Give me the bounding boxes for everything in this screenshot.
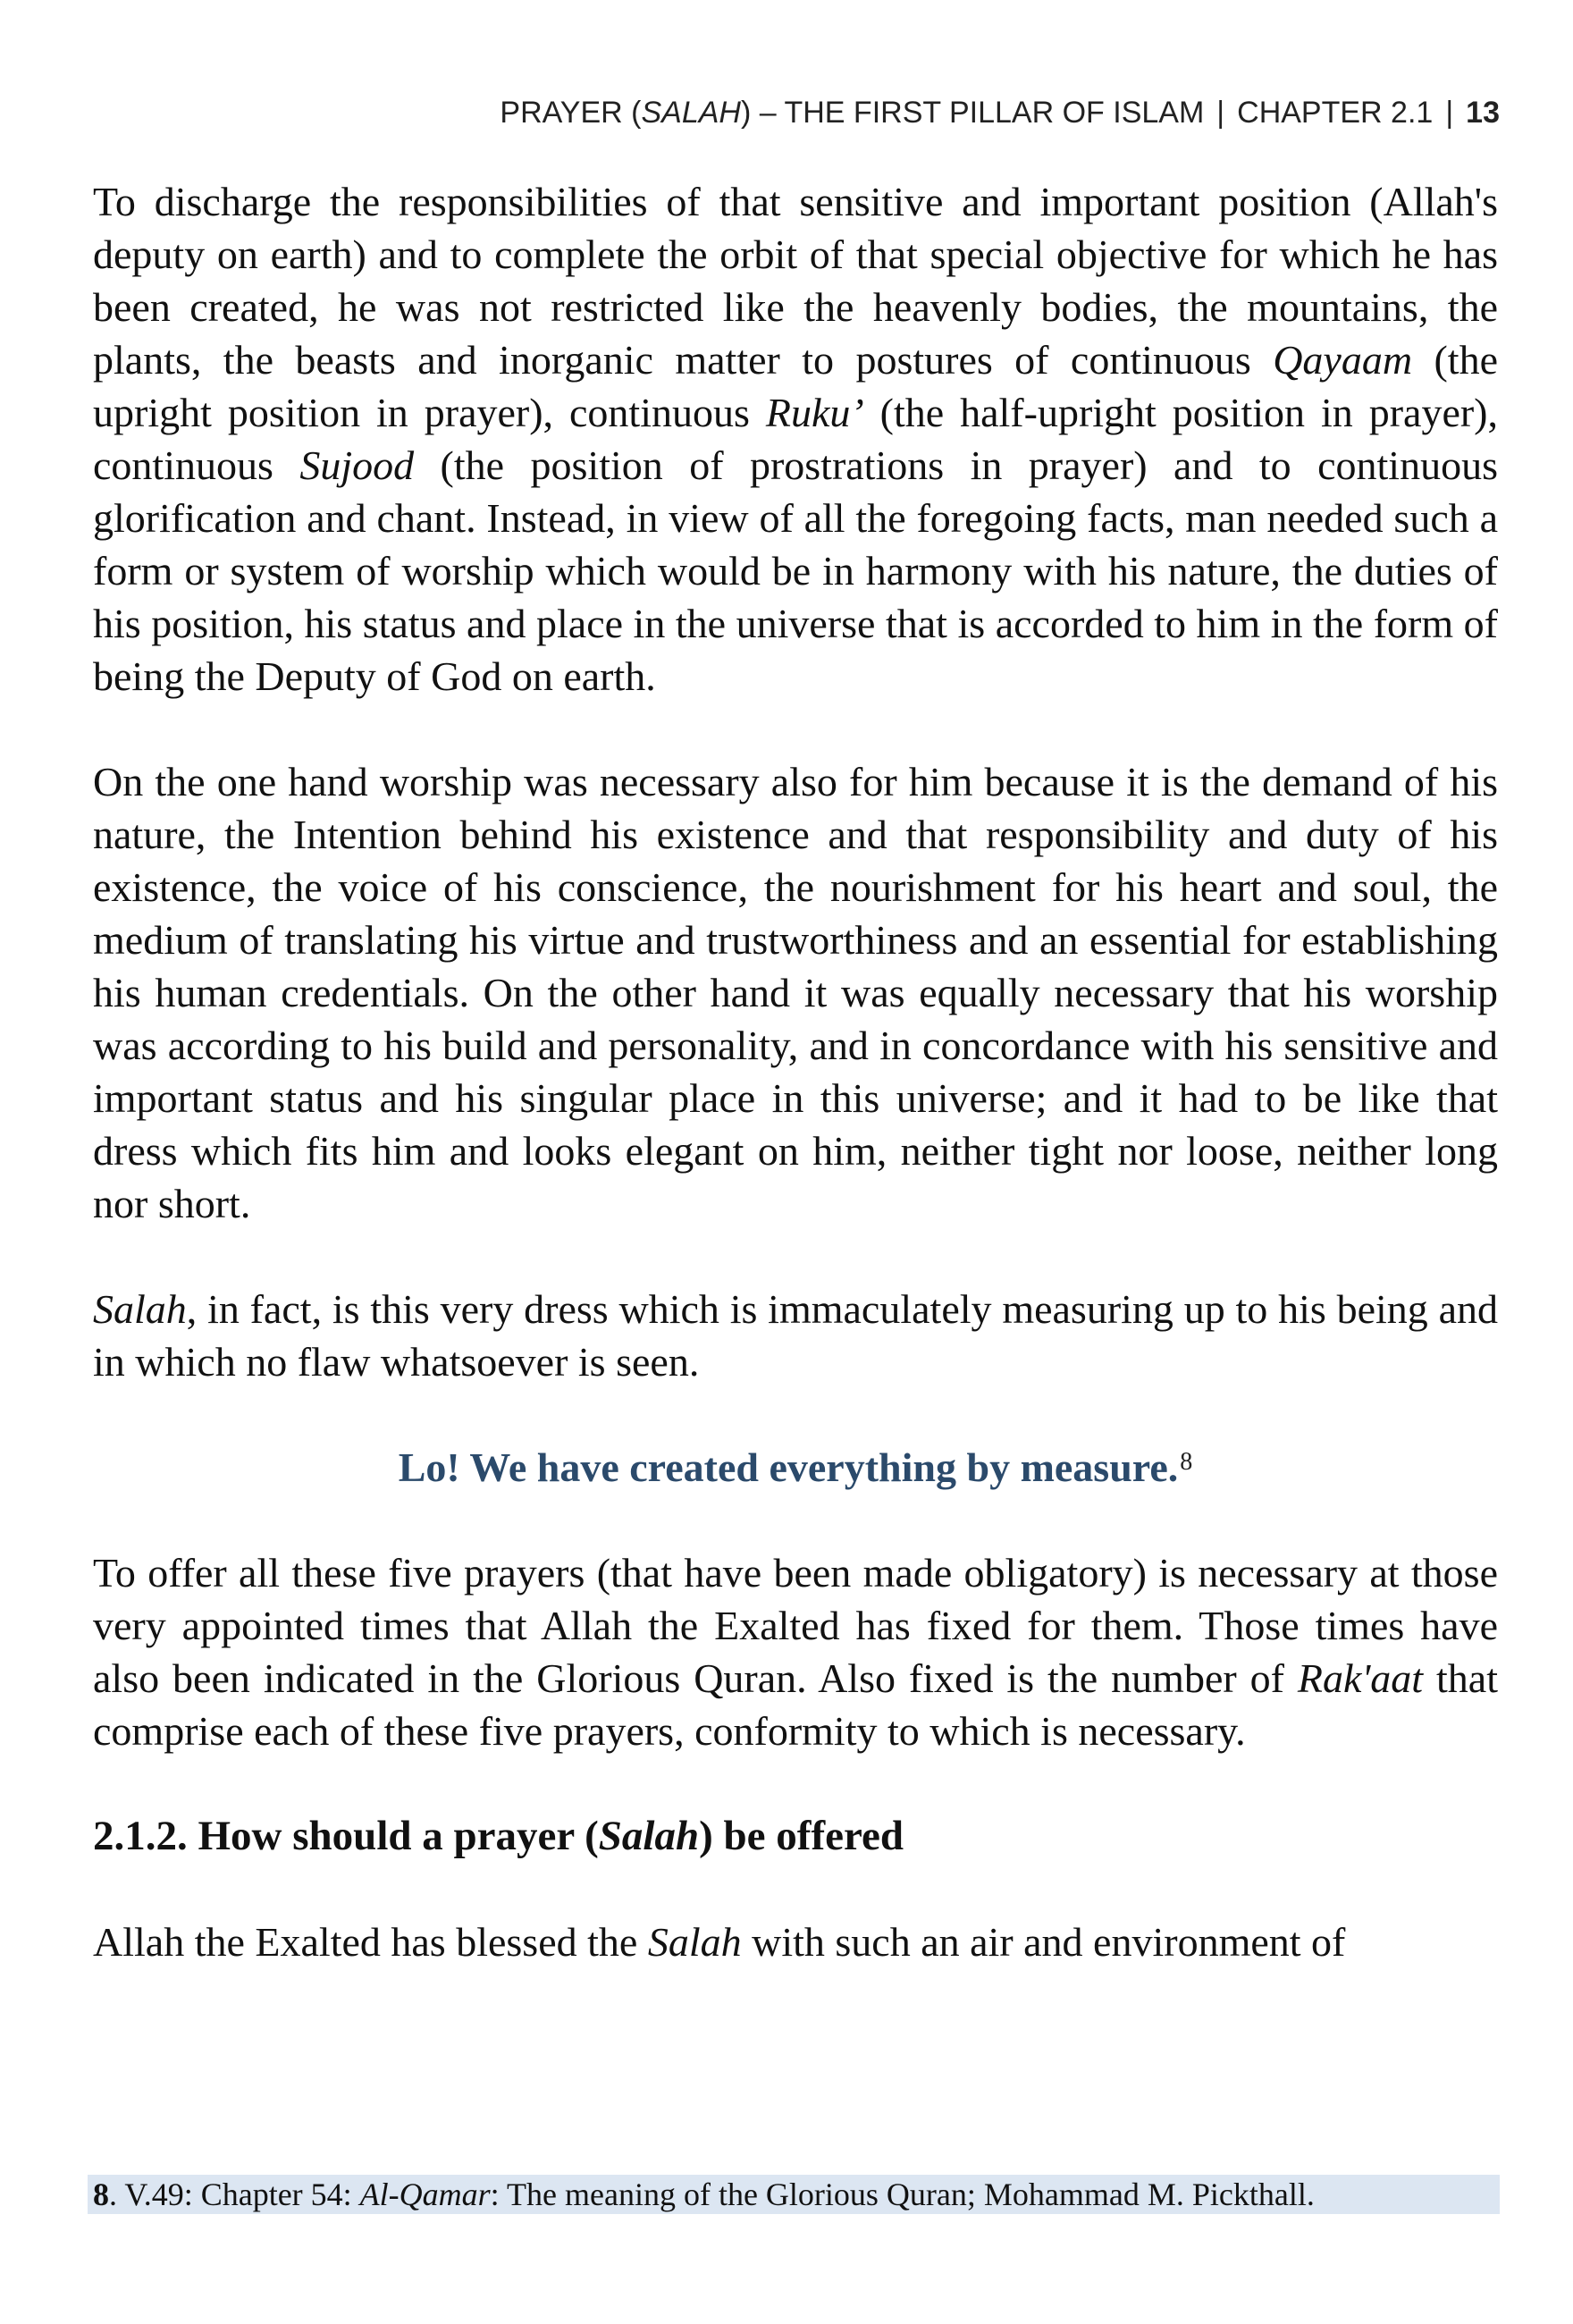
page-number: 13 xyxy=(1466,96,1500,130)
paragraph-1: To discharge the responsibilities of that sensitive and important position (Allah's deputy on earth) and to complete the orbit of that special objective for which he has been created, he was not restricted like the heavenly bodies, the mountains, the plants, the beasts and inorganic matter to postures of continuous Qayaam (the upright position in prayer), continuous Ruku’ (the half-upright position in prayer), continuous Sujood (the position of prostrations in prayer) and to continuous glorification and chant. Instead, in view of all the foregoing facts, man needed such a form or system of worship which would be in harmony with his nature, the duties of his position, his status and place in the universe that is accorded to him in the form of being the Deputy of God on earth. xyxy=(93,179,1498,699)
footnote: 8. V.49: Chapter 54: Al-Qamar: The meaning of the Glorious Quran; Mohammad M. Pickthall. xyxy=(88,2175,1500,2214)
paragraph-5: Allah the Exalted has blessed the Salah with such an air and environment of xyxy=(93,1919,1346,1965)
paragraph-3: Salah, in fact, is this very dress which is immaculately measuring up to his being and in which no flaw whatsoever is seen. xyxy=(93,1286,1498,1385)
page-body xyxy=(93,175,1498,1968)
header-chapter: CHAPTER 2.1 xyxy=(1237,96,1434,130)
footnote-number: 8 xyxy=(93,2177,109,2212)
header-separator: | xyxy=(1216,96,1225,130)
header-separator: | xyxy=(1445,96,1454,130)
header-title: PRAYER (SALAH) – THE FIRST PILLAR OF ISLAM xyxy=(500,96,1205,130)
section-heading: 2.1.2. How should a prayer (Salah) be offered xyxy=(93,1813,904,1859)
paragraph-2: On the one hand worship was necessary also for him because it is the demand of his nature, the Intention behind his existence and that responsibility and duty of his existence, the voice of his conscience, the nourishment for his heart and soul, the medium of translating his virtue and trustworthiness and an essential for establishing his human credentials. On the other hand it was equally necessary that his worship was according to his build and personality, and in concordance with his sensitive and important status and his singular place in this universe; and it had to be like that dress which fits him and looks elegant on him, neither tight nor loose, neither long nor short. xyxy=(93,759,1498,1226)
paragraph-4: To offer all these five prayers (that have been made obligatory) is necessary at those very appointed times that Allah the Exalted has fixed for them. Those times have also been indicated in the Glorious Quran. Also fixed is the number of Rak'aat that comprise each of these five prayers, conformity to which is necessary. xyxy=(93,1550,1498,1754)
footnote-ref[interactable]: 8 xyxy=(1180,1448,1193,1476)
quran-quote: Lo! We have created everything by measure.$^8$ xyxy=(398,1444,1193,1490)
running-header xyxy=(89,96,1500,131)
